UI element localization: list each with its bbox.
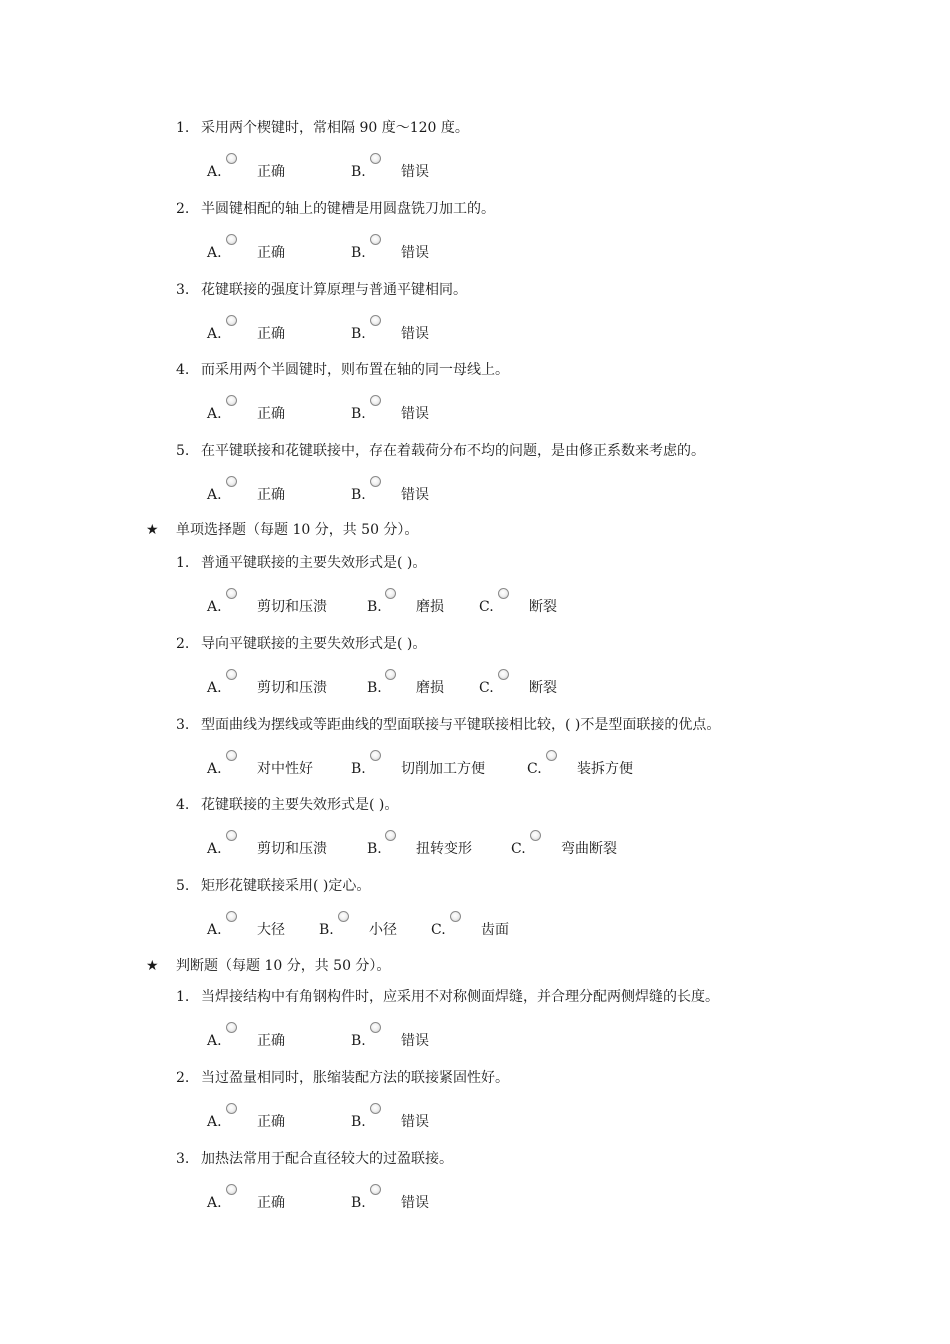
option-text: 磨损 [416, 680, 444, 696]
option-radio[interactable] [226, 476, 237, 487]
option-radio[interactable] [226, 315, 237, 326]
question-number: 5. [176, 878, 190, 894]
option-letter: A. [207, 922, 222, 938]
option-radio[interactable] [338, 911, 349, 922]
option-text: 正确 [257, 245, 285, 261]
option-radio[interactable] [226, 153, 237, 164]
option-radio[interactable] [450, 911, 461, 922]
question-text: 花键联接的强度计算原理与普通平键相同。 [201, 282, 467, 298]
question-text: 采用两个楔键时，常相隔 90 度～120 度。 [201, 120, 469, 136]
option-text: 切削加工方便 [401, 761, 485, 777]
option-text: 错误 [401, 1114, 429, 1130]
option-radio[interactable] [226, 1022, 237, 1033]
question-text: 半圆键相配的轴上的键槽是用圆盘铣刀加工的。 [201, 201, 495, 217]
option-text: 正确 [257, 1033, 285, 1049]
option-radio[interactable] [370, 1103, 381, 1114]
option-letter: B. [351, 487, 366, 503]
option-letter: B. [319, 922, 334, 938]
option-radio[interactable] [370, 750, 381, 761]
option-radio[interactable] [370, 315, 381, 326]
option-radio[interactable] [370, 234, 381, 245]
question-number: 1. [176, 120, 190, 136]
option-letter: A. [207, 164, 222, 180]
option-radio[interactable] [546, 750, 557, 761]
section-star-icon: ★ [146, 958, 159, 974]
option-radio[interactable] [370, 153, 381, 164]
option-text: 断裂 [529, 599, 557, 615]
option-letter: B. [367, 599, 382, 615]
question-text: 花键联接的主要失效形式是( )。 [201, 797, 399, 813]
option-radio[interactable] [370, 1022, 381, 1033]
question-number: 4. [176, 797, 190, 813]
option-radio[interactable] [226, 1103, 237, 1114]
option-letter: B. [351, 1114, 366, 1130]
option-radio[interactable] [370, 395, 381, 406]
option-text: 正确 [257, 1114, 285, 1130]
option-letter: C. [479, 599, 494, 615]
option-letter: A. [207, 326, 222, 342]
question-text: 普通平键联接的主要失效形式是( )。 [201, 555, 427, 571]
option-text: 正确 [257, 326, 285, 342]
option-letter: C. [527, 761, 542, 777]
option-letter: B. [351, 245, 366, 261]
question-number: 2. [176, 1070, 190, 1086]
question-text: 而采用两个半圆键时，则布置在轴的同一母线上。 [201, 362, 509, 378]
option-letter: B. [351, 1195, 366, 1211]
option-text: 弯曲断裂 [561, 841, 617, 857]
option-letter: B. [367, 680, 382, 696]
section-heading: 单项选择题（每题 10 分，共 50 分）。 [176, 522, 419, 538]
option-letter: C. [479, 680, 494, 696]
option-radio[interactable] [226, 234, 237, 245]
question-number: 1. [176, 989, 190, 1005]
question-text: 当焊接结构中有角钢构件时，应采用不对称侧面焊缝，并合理分配两侧焊缝的长度。 [201, 989, 719, 1005]
option-letter: B. [351, 406, 366, 422]
question-text: 型面曲线为摆线或等距曲线的型面联接与平键联接相比较，( )不是型面联接的优点。 [201, 717, 721, 733]
option-text: 剪切和压溃 [257, 680, 327, 696]
option-text: 正确 [257, 406, 285, 422]
option-letter: C. [431, 922, 446, 938]
option-radio[interactable] [385, 669, 396, 680]
option-text: 剪切和压溃 [257, 599, 327, 615]
option-text: 错误 [401, 1033, 429, 1049]
option-letter: B. [351, 761, 366, 777]
option-letter: C. [511, 841, 526, 857]
option-radio[interactable] [226, 830, 237, 841]
option-letter: A. [207, 487, 222, 503]
question-text: 当过盈量相同时，胀缩装配方法的联接紧固性好。 [201, 1070, 509, 1086]
option-radio[interactable] [498, 669, 509, 680]
option-letter: A. [207, 841, 222, 857]
section-heading: 判断题（每题 10 分，共 50 分）。 [176, 958, 391, 974]
option-text: 断裂 [529, 680, 557, 696]
option-radio[interactable] [370, 476, 381, 487]
option-letter: A. [207, 1033, 222, 1049]
option-radio[interactable] [226, 1184, 237, 1195]
option-radio[interactable] [226, 395, 237, 406]
question-text: 在平键联接和花键联接中，存在着载荷分布不均的问题，是由修正系数来考虑的。 [201, 443, 705, 459]
option-text: 扭转变形 [416, 841, 472, 857]
option-radio[interactable] [385, 830, 396, 841]
option-letter: A. [207, 245, 222, 261]
option-radio[interactable] [226, 669, 237, 680]
section-star-icon: ★ [146, 522, 159, 538]
option-letter: A. [207, 1114, 222, 1130]
option-letter: B. [351, 164, 366, 180]
option-text: 齿面 [481, 922, 509, 938]
option-text: 对中性好 [257, 761, 313, 777]
question-number: 5. [176, 443, 190, 459]
option-text: 错误 [401, 245, 429, 261]
question-text: 导向平键联接的主要失效形式是( )。 [201, 636, 427, 652]
question-number: 1. [176, 555, 190, 571]
option-radio[interactable] [226, 588, 237, 599]
option-radio[interactable] [385, 588, 396, 599]
question-text: 加热法常用于配合直径较大的过盈联接。 [201, 1151, 453, 1167]
option-text: 大径 [257, 922, 285, 938]
option-text: 磨损 [416, 599, 444, 615]
option-text: 错误 [401, 487, 429, 503]
option-text: 剪切和压溃 [257, 841, 327, 857]
option-radio[interactable] [370, 1184, 381, 1195]
option-letter: B. [367, 841, 382, 857]
option-text: 错误 [401, 326, 429, 342]
option-text: 正确 [257, 164, 285, 180]
option-letter: A. [207, 1195, 222, 1211]
question-number: 3. [176, 282, 190, 298]
option-letter: B. [351, 1033, 366, 1049]
option-letter: A. [207, 599, 222, 615]
question-text: 矩形花键联接采用( )定心。 [201, 878, 371, 894]
option-text: 正确 [257, 1195, 285, 1211]
question-number: 2. [176, 636, 190, 652]
question-number: 2. [176, 201, 190, 217]
option-letter: B. [351, 326, 366, 342]
option-radio[interactable] [530, 830, 541, 841]
question-number: 4. [176, 362, 190, 378]
option-letter: A. [207, 406, 222, 422]
option-radio[interactable] [226, 911, 237, 922]
option-text: 错误 [401, 1195, 429, 1211]
option-radio[interactable] [226, 750, 237, 761]
option-text: 错误 [401, 406, 429, 422]
option-text: 装拆方便 [577, 761, 633, 777]
option-text: 小径 [369, 922, 397, 938]
option-letter: A. [207, 761, 222, 777]
option-text: 正确 [257, 487, 285, 503]
question-number: 3. [176, 717, 190, 733]
option-radio[interactable] [498, 588, 509, 599]
option-letter: A. [207, 680, 222, 696]
question-number: 3. [176, 1151, 190, 1167]
option-text: 错误 [401, 164, 429, 180]
